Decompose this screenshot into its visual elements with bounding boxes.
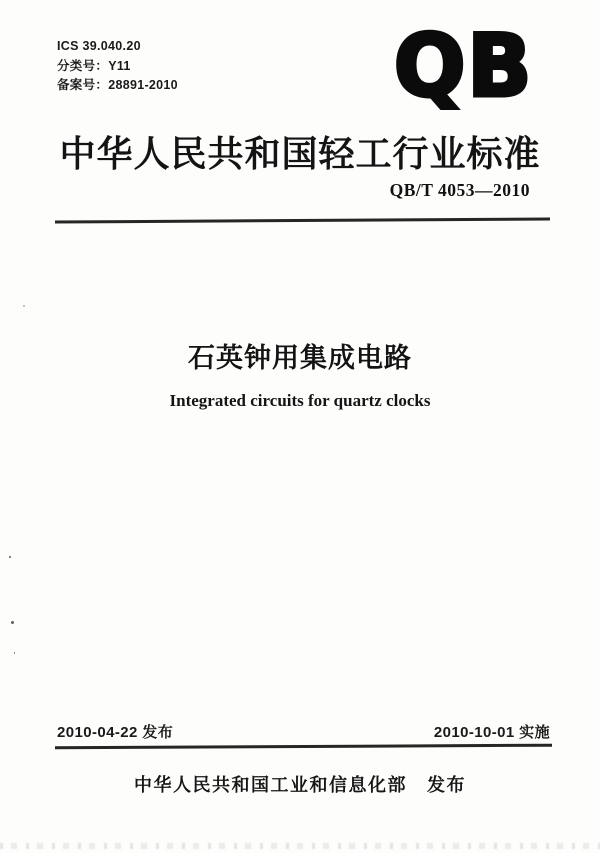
- scan-speck: [11, 621, 14, 624]
- qb-logo: QB: [394, 16, 534, 116]
- publisher-name: 中华人民共和国工业和信息化部: [134, 775, 407, 795]
- publish-label: 发布: [427, 775, 466, 795]
- standard-heading: 中华人民共和国轻工行业标准: [59, 133, 541, 174]
- classification-number: 分类号：Y11: [57, 58, 131, 73]
- publisher-row: [0, 771, 600, 797]
- standard-code: QB/T 4053—2010: [389, 180, 530, 200]
- document-title-en: Integrated circuits for quartz clocks: [169, 391, 431, 410]
- scan-noise-band: [0, 843, 600, 849]
- ics-code: ICS 39.040.20: [57, 39, 141, 53]
- record-number: 备案号：28891-2010: [57, 78, 178, 92]
- scan-speck: [9, 556, 11, 558]
- header-rule: [55, 217, 550, 223]
- issue-date: 2010-04-22 发布: [57, 724, 174, 741]
- document-title-zh: 石英钟用集成电路: [188, 343, 412, 373]
- implement-date: 2010-10-01 实施: [433, 724, 550, 741]
- ics-metadata-block: [57, 37, 178, 96]
- scan-speck: [23, 305, 25, 307]
- dates-row: [57, 721, 550, 742]
- footer-rule: [55, 744, 552, 749]
- scan-speck: [14, 652, 15, 654]
